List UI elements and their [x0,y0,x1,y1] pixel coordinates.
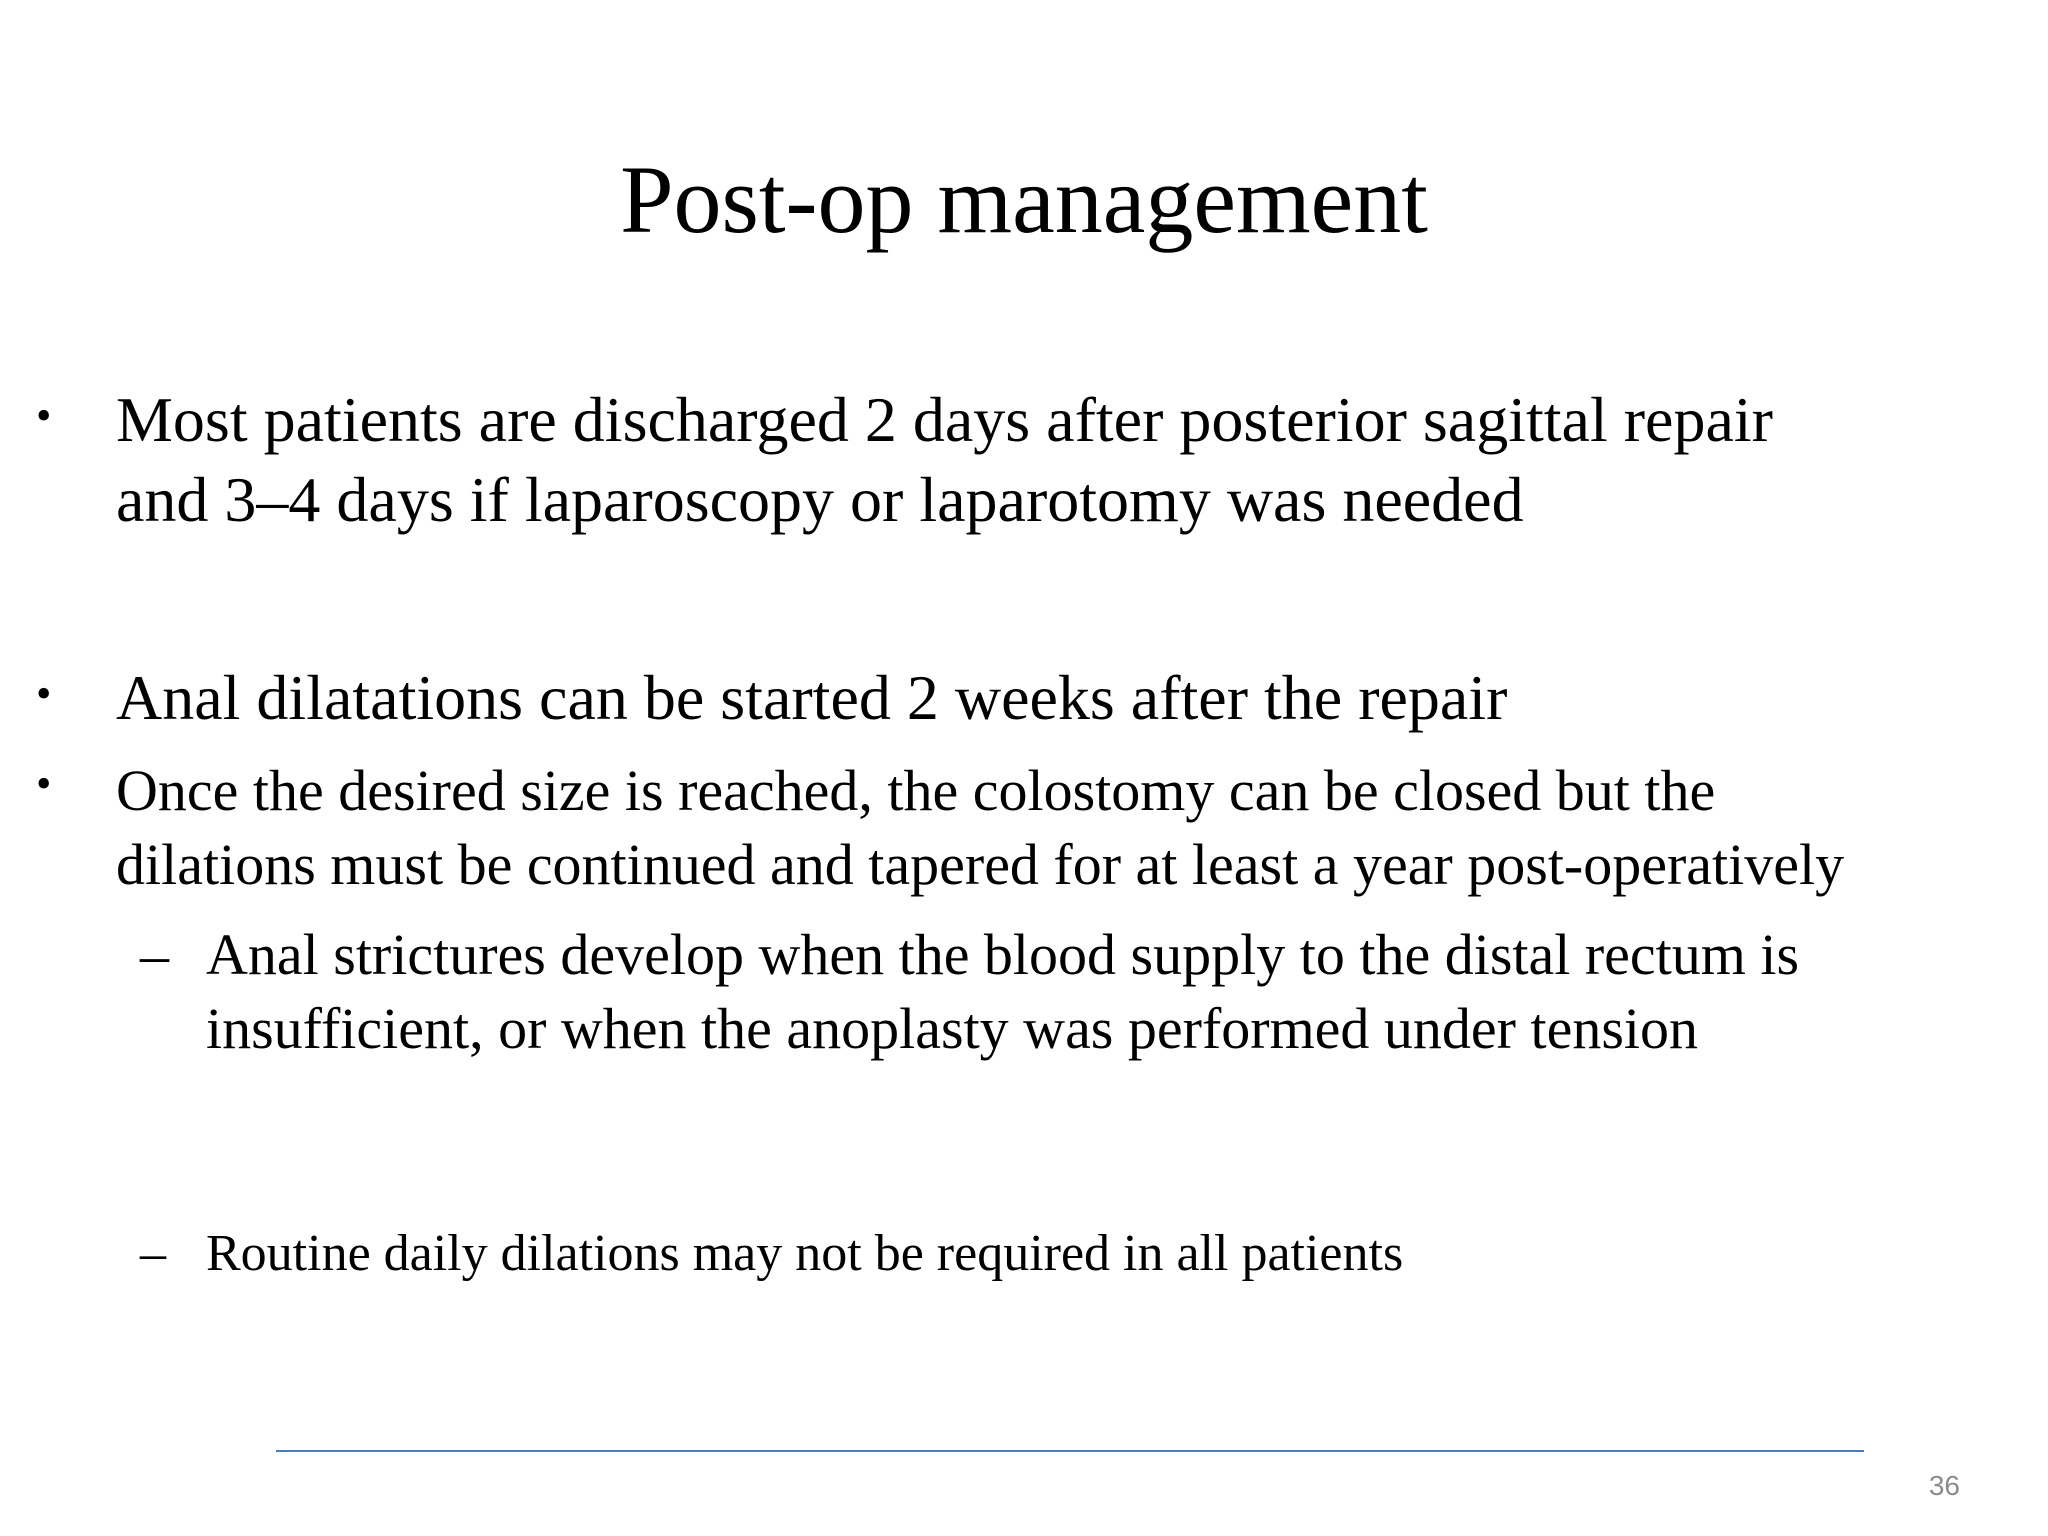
bullet-text-line: and 3–4 days if laparoscopy or laparotomy was needed [116,464,1524,535]
dash-icon: – [140,1225,166,1282]
bullet-text-line: Anal dilatations can be started 2 weeks after the repair [116,662,1508,733]
footer-divider [276,1450,1864,1452]
bullet-text-line: dilations must be continued and tapered for at least a year post-operatively [116,832,1845,897]
subitem-text-line: Routine daily dilations may not be required in all patients [206,1225,1404,1282]
subitem-strictures [0,918,2048,1068]
bullet-icon: • [36,759,52,808]
bullet-item-discharge [0,380,2048,550]
bullet-item-dilatations [0,658,2048,738]
bullet-item-colostomy [0,754,2048,904]
subitem-text-line: insufficient, or when the anoplasty was performed under tension [206,996,1699,1061]
subitem-routine-dilations [0,1222,2048,1286]
page-number: 36 [1928,1470,1960,1501]
slide-title: Post-op management [620,146,1428,253]
subitem-text-line: Anal strictures develop when the blood supply to the distal rectum is [206,922,1800,987]
bullet-icon: • [36,669,52,718]
dash-icon: – [140,922,169,987]
bullet-text-line: Most patients are discharged 2 days after posterior sagittal repair [116,384,1773,455]
bullet-text-line: Once the desired size is reached, the colostomy can be closed but the [116,758,1716,823]
bullet-icon: • [36,391,52,440]
